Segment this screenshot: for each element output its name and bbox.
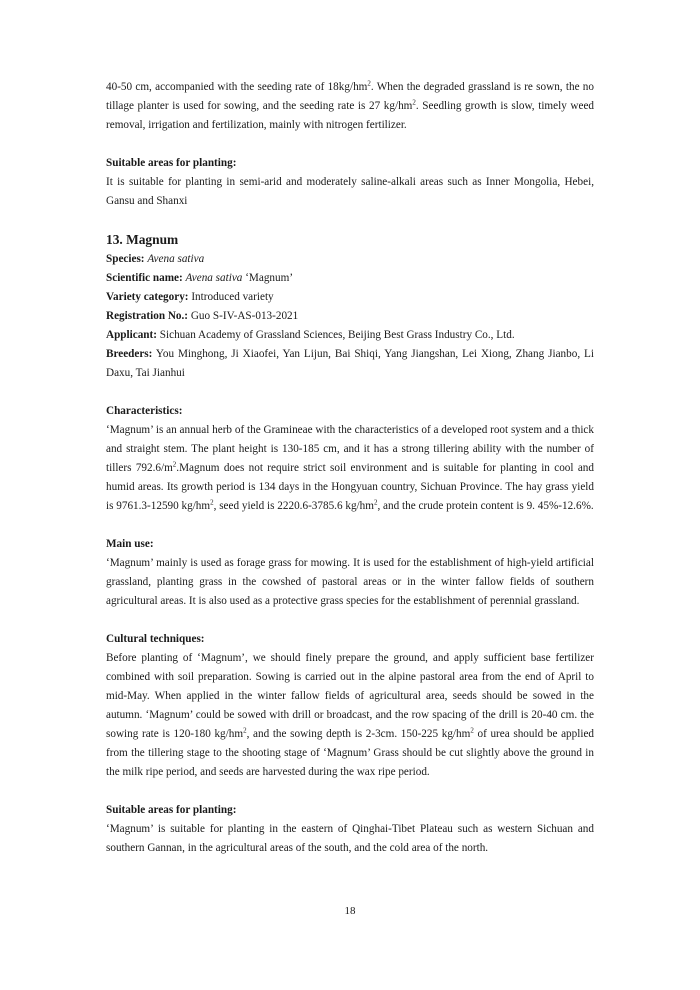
applicant-label: Applicant: <box>106 329 157 341</box>
characteristics-text <box>106 421 594 516</box>
breeders-value: You Minghong, Ji Xiaofei, Yan Lijun, Bai Shiqi, Yang Jiangshan, Lei Xiong, Zhang Jianbo, Li Daxu, Tai Jianhui <box>106 348 594 379</box>
characteristics-text-4: , and the crude protein content is 9. 45%-12.6%. <box>377 500 594 512</box>
superscript: 2 <box>210 498 214 507</box>
suitable-areas-text-prev: It is suitable for planting in semi-arid and moderately saline-alkali areas such as Inner Mongolia, Hebei, Gansu and Shanxi <box>106 176 594 207</box>
superscript: 2 <box>367 79 371 88</box>
characteristics-text-3: , seed yield is 2220.6-3785.6 kg/hm <box>213 500 374 512</box>
scientific-name-italic: Avena sativa <box>185 272 243 284</box>
intro-text-3: . Seedling growth is slow, timely weed removal, irrigation and fertilization, mainly with nitrogen fertilizer. <box>106 100 595 131</box>
main-use-text: ‘Magnum’ mainly is used as forage grass for mowing. It is used for the establishment of high-yield artificial grassland, planting grass in the cowshed of pastoral areas or in the winter fallow fields of southern agricultural areas. It is also used as a protective grass species for the establishment of perennial grassland. <box>106 557 594 607</box>
superscript: 2 <box>373 498 378 507</box>
characteristics-text-1: ‘Magnum’ is an annual herb of the Gramineae with the characteristics of a developed root system and a thick and straight stem. The plant height is 130-185 cm, and it has a strong tillering ability with the number of tillers 792.6/m <box>106 424 594 474</box>
cultural-text-2: , and the sowing depth is 2-3cm. 150-225 kg/hm <box>246 728 471 740</box>
characteristics-text-2: .Magnum does not require strict soil environment and is suitable for planting in cool and humid areas. Its growth period is 134 days in the Hongyuan country, Sichuan Province. The hay grass yield is 9761.3-12590 kg/hm <box>106 462 594 512</box>
characteristics-heading: Characteristics: <box>106 405 183 417</box>
variety-category-value: Introduced variety <box>188 291 274 303</box>
species-label: Species: <box>106 253 145 265</box>
applicant-line <box>106 326 594 345</box>
species-line <box>106 250 594 269</box>
scientific-name-line <box>106 269 594 288</box>
variety-category-label: Variety category: <box>106 291 189 303</box>
intro-paragraph <box>106 78 594 135</box>
species-value: Avena sativa <box>147 253 205 265</box>
variety-title: 13. Magnum <box>106 232 179 247</box>
scientific-name-cultivar: ‘Magnum’ <box>242 272 294 284</box>
suitable-areas-heading: Suitable areas for planting: <box>106 804 237 816</box>
intro-text-2: . When the degraded grassland is re sown, the no tillage planter is used for sowing, and the seeding rate is 27 kg/hm <box>106 81 594 112</box>
superscript: 2 <box>412 98 416 107</box>
registration-line <box>106 307 594 326</box>
document-page <box>106 78 594 858</box>
intro-text-1: 40-50 cm, accompanied with the seeding rate of 18kg/hm <box>106 81 368 93</box>
main-use-heading: Main use: <box>106 538 154 550</box>
suitable-areas-heading-prev: Suitable areas for planting: <box>106 157 237 169</box>
cultural-text-3: of urea should be applied from the tillering stage to the shooting stage of ‘Magnum’ Grass should be cut slightly above the ground in the milk ripe period, and seeds are harvested during the wax ripe period. <box>106 728 594 778</box>
superscript: 2 <box>243 726 247 735</box>
suitable-areas-text: ‘Magnum’ is suitable for planting in the eastern of Qinghai-Tibet Plateau such as western Sichuan and southern Gannan, in the agricultural areas of the south, and the cold area of the north. <box>106 823 594 854</box>
cultural-text-1: Before planting of ‘Magnum’, we should finely prepare the ground, and apply sufficient base fertilizer combined with soil preparation. Sowing is carried out in the alpine pastoral area from the end of April to mid-May. When applied in the winter fallow fields of agricultural area, seeds should be sowed in the autumn. ‘Magnum’ could be sowed with drill or broadcast, and the row spacing of the drill is 20-40 cm. the sowing rate is 120-180 kg/hm <box>106 652 594 740</box>
applicant-value: Sichuan Academy of Grassland Sciences, Beijing Best Grass Industry Co., Ltd. <box>156 329 515 341</box>
scientific-name-label: Scientific name: <box>106 272 183 284</box>
superscript: 2 <box>172 460 177 469</box>
variety-category-line <box>106 288 594 307</box>
breeders-line <box>106 345 594 383</box>
cultural-techniques-text <box>106 649 594 782</box>
superscript: 2 <box>470 726 474 735</box>
registration-label: Registration No.: <box>106 310 189 322</box>
registration-value: Guo S-IV-AS-013-2021 <box>188 310 299 322</box>
breeders-label: Breeders: <box>106 348 153 360</box>
cultural-techniques-heading: Cultural techniques: <box>106 633 205 645</box>
page-number: 18 <box>344 905 356 917</box>
